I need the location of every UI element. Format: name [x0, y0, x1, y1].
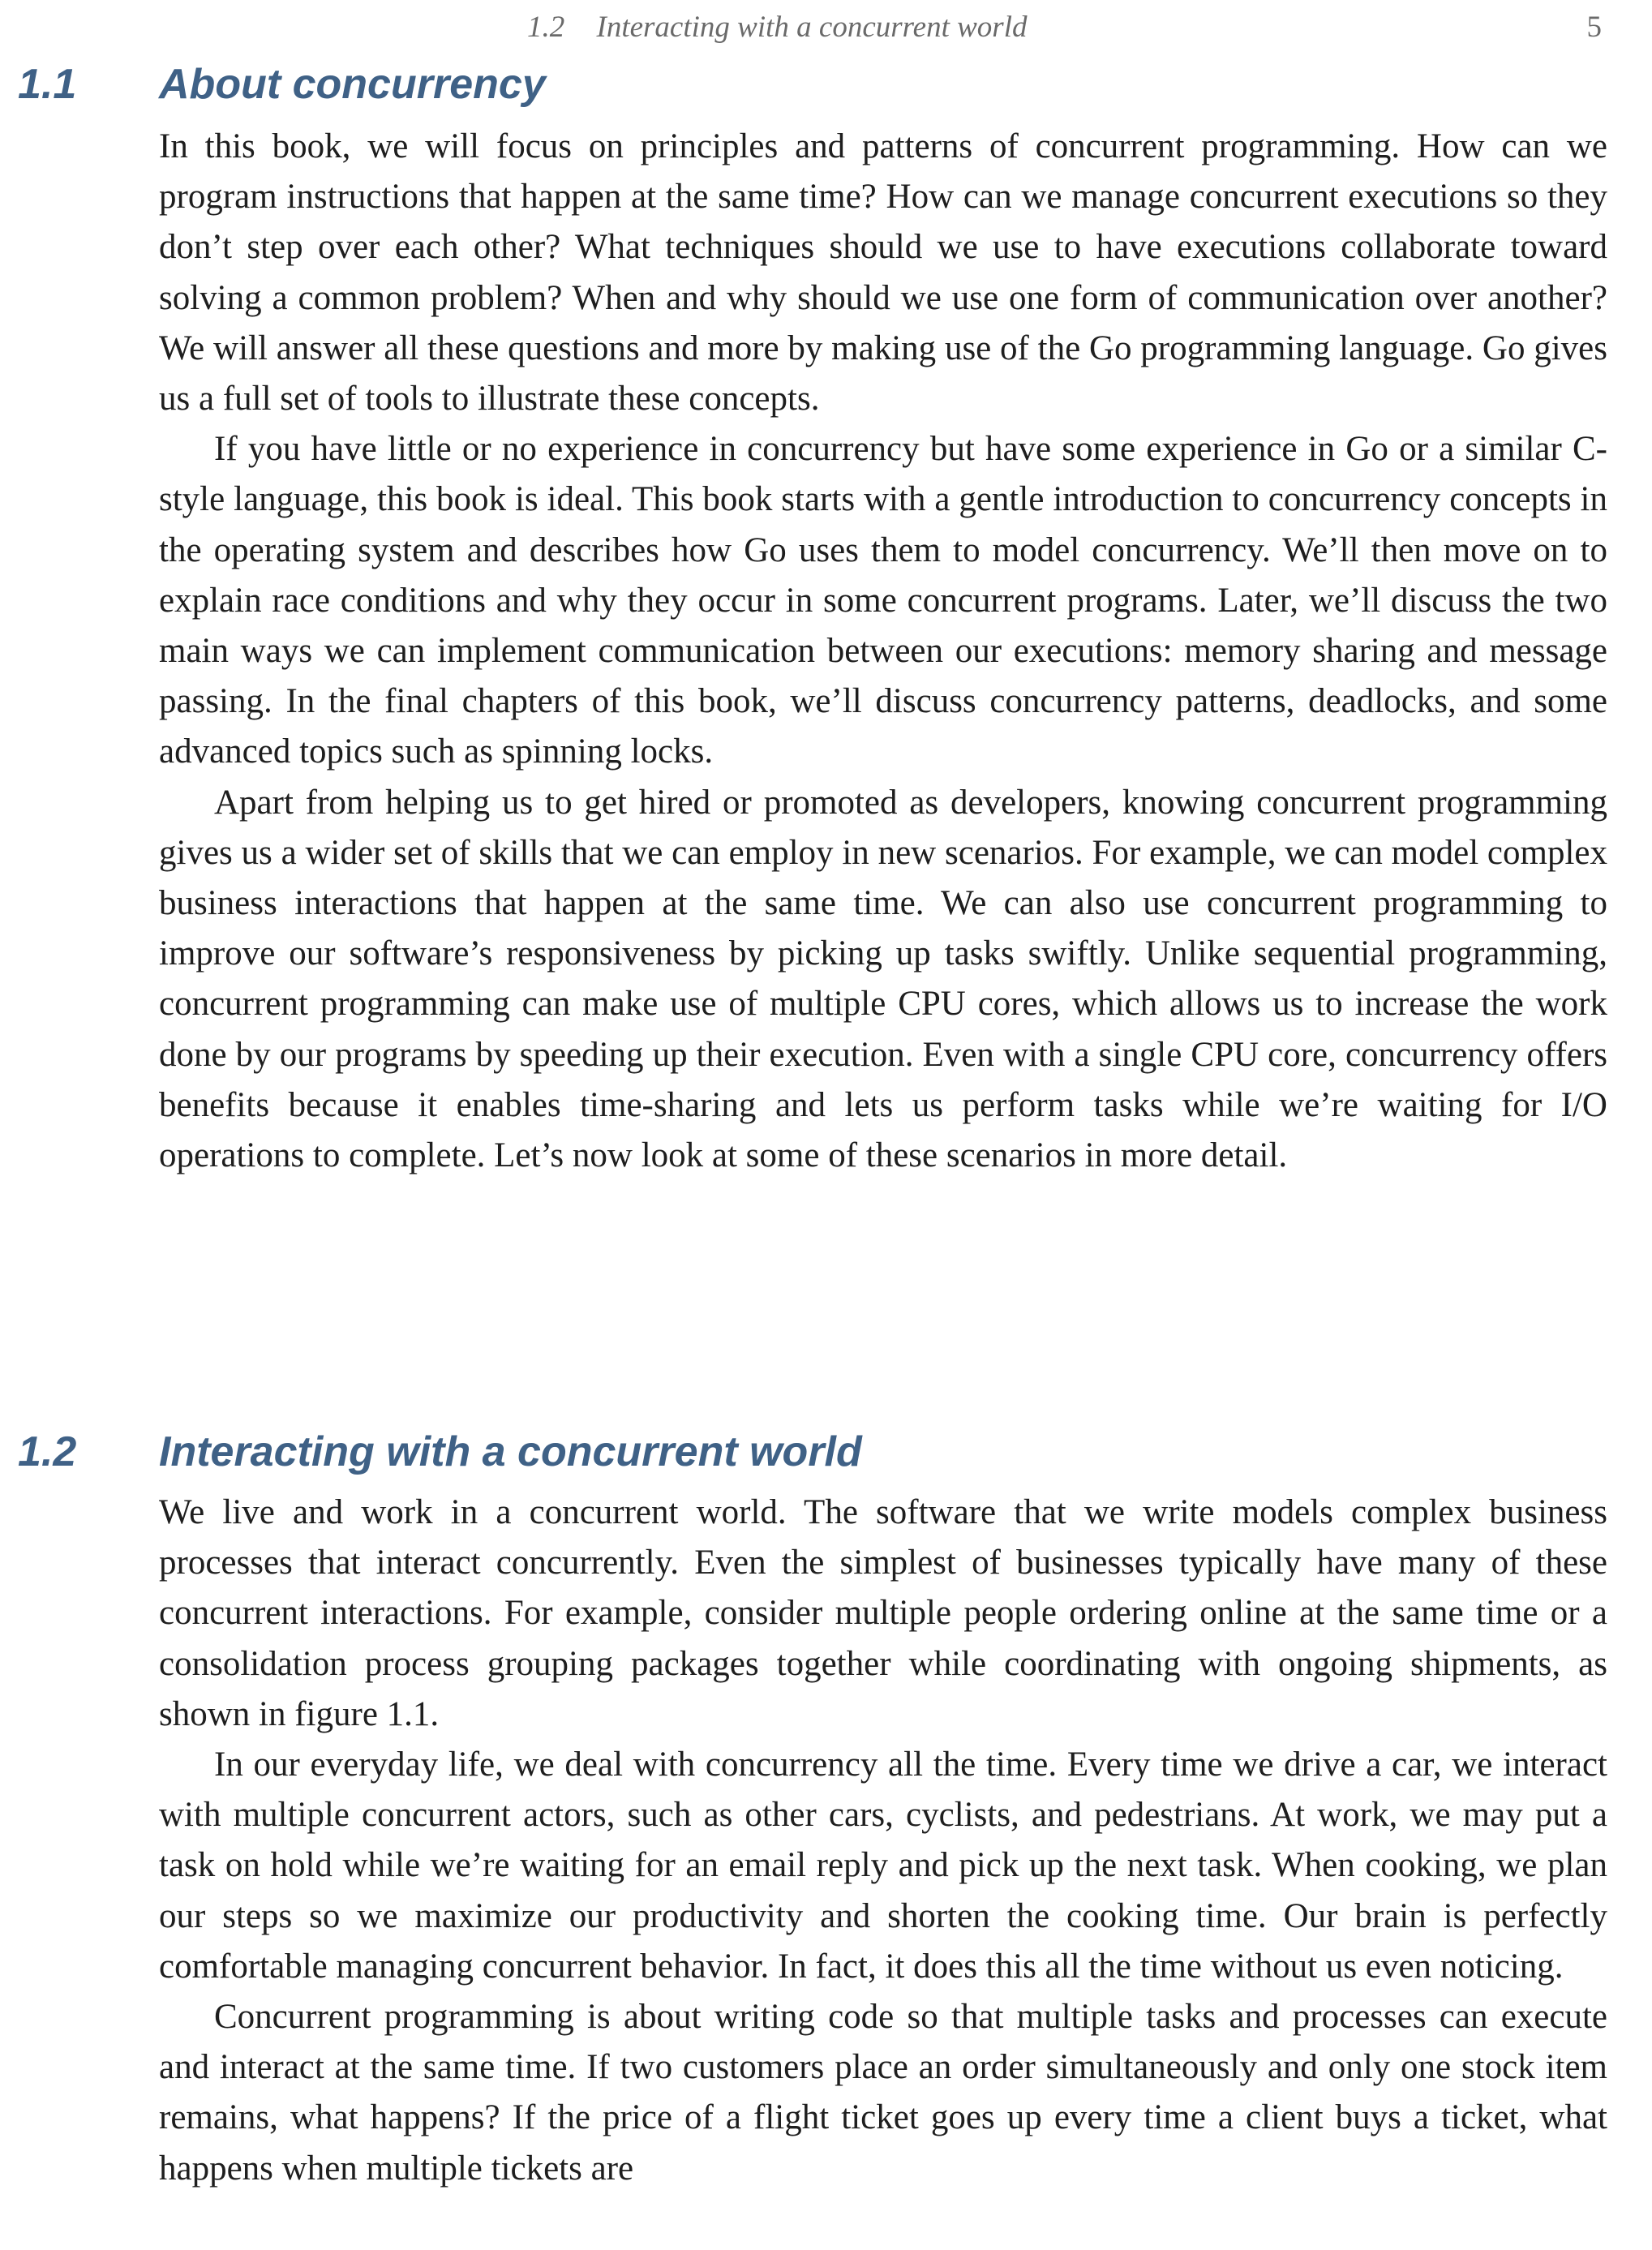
running-head-section-title: Interacting with a concurrent world — [596, 11, 1028, 44]
section-heading-1-2 — [0, 1428, 1652, 1478]
paragraph: In our everyday life, we deal with concurrency all the time. Every time we drive a car, we interact with multiple concurrent actors, such as other cars, cyclists, and pedestrians. At work, we may put a task on hold while we’re waiting for an email reply and pick up the next task. When cooking, we plan our steps so we maximize our productivity and shorten the cooking time. Our brain is perfectly comfortable managing concurrent behavior. In fact, it does this all the time without us even noticing. — [159, 1745, 1607, 1986]
running-head — [527, 10, 1027, 45]
section-title: Interacting with a concurrent world — [159, 1428, 862, 1475]
paragraph: We live and work in a concurrent world. The software that we write models complex business processes that interact concurrently. Even the simplest of businesses typically have many of these concurrent interactions. For example, consider multiple people ordering online at the same time or a consolidation process grouping packages together while coordinating with ongoing shipments, as shown in figure 1.1. — [159, 1493, 1607, 1733]
paragraph: In this book, we will focus on principles and patterns of concurrent programming. How can we program instructions that happen at the same time? How can we manage concurrent executions so they don’t step over each other? What techniques should we use to have executions collaborate toward solving a common problem? When and why should we use one form of communication over another? We will answer all these questions and more by making use of the Go programming language. Go gives us a full set of tools to illustrate these concepts. — [159, 127, 1607, 419]
section-number: 1.1 — [18, 61, 77, 108]
section-number: 1.2 — [18, 1428, 77, 1475]
section-body-1-1 — [159, 122, 1607, 1181]
paragraph: Apart from helping us to get hired or promoted as developers, knowing concurrent programming gives us a wider set of skills that we can employ in new scenarios. For example, we can model complex business interactions that happen at the same time. We can also use concurrent programming to improve our software’s responsiveness by picking up tasks swiftly. Unlike sequential programming, concurrent programming can make use of multiple CPU cores, which allows us to increase the work done by our programs by speeding up their execution. Even with a single CPU core, concurrency offers benefits because it enables time-sharing and lets us perform tasks while we’re waiting for I/O operations to complete. Let’s now look at some of these scenarios in more detail. — [159, 783, 1607, 1175]
running-head-section-number: 1.2 — [527, 11, 565, 44]
page-number: 5 — [1586, 11, 1602, 44]
section-heading-1-1 — [0, 60, 1652, 110]
section-body-1-2 — [159, 1488, 1607, 2194]
paragraph: Concurrent programming is about writing code so that multiple tasks and processes can execute and interact at the same time. If two customers place an order simultaneously and only one stock item remains, what happens? If the price of a flight ticket goes up every time a client buys a ticket, what happens when multiple tickets are — [159, 1998, 1607, 2188]
paragraph: If you have little or no experience in concurrency but have some experience in Go or a similar C-style language, this book is ideal. This book starts with a gentle introduction to concurrency concepts in the operating system and describes how Go uses them to model concurrency. We’ll then move on to explain race conditions and why they occur in some concurrent programs. Later, we’ll discuss the two main ways we can implement communication between our executions: memory sharing and message passing. In the final chapters of this book, we’ll discuss concurrency patterns, deadlocks, and some advanced topics such as spinning locks. — [159, 430, 1607, 771]
section-title: About concurrency — [159, 61, 546, 108]
